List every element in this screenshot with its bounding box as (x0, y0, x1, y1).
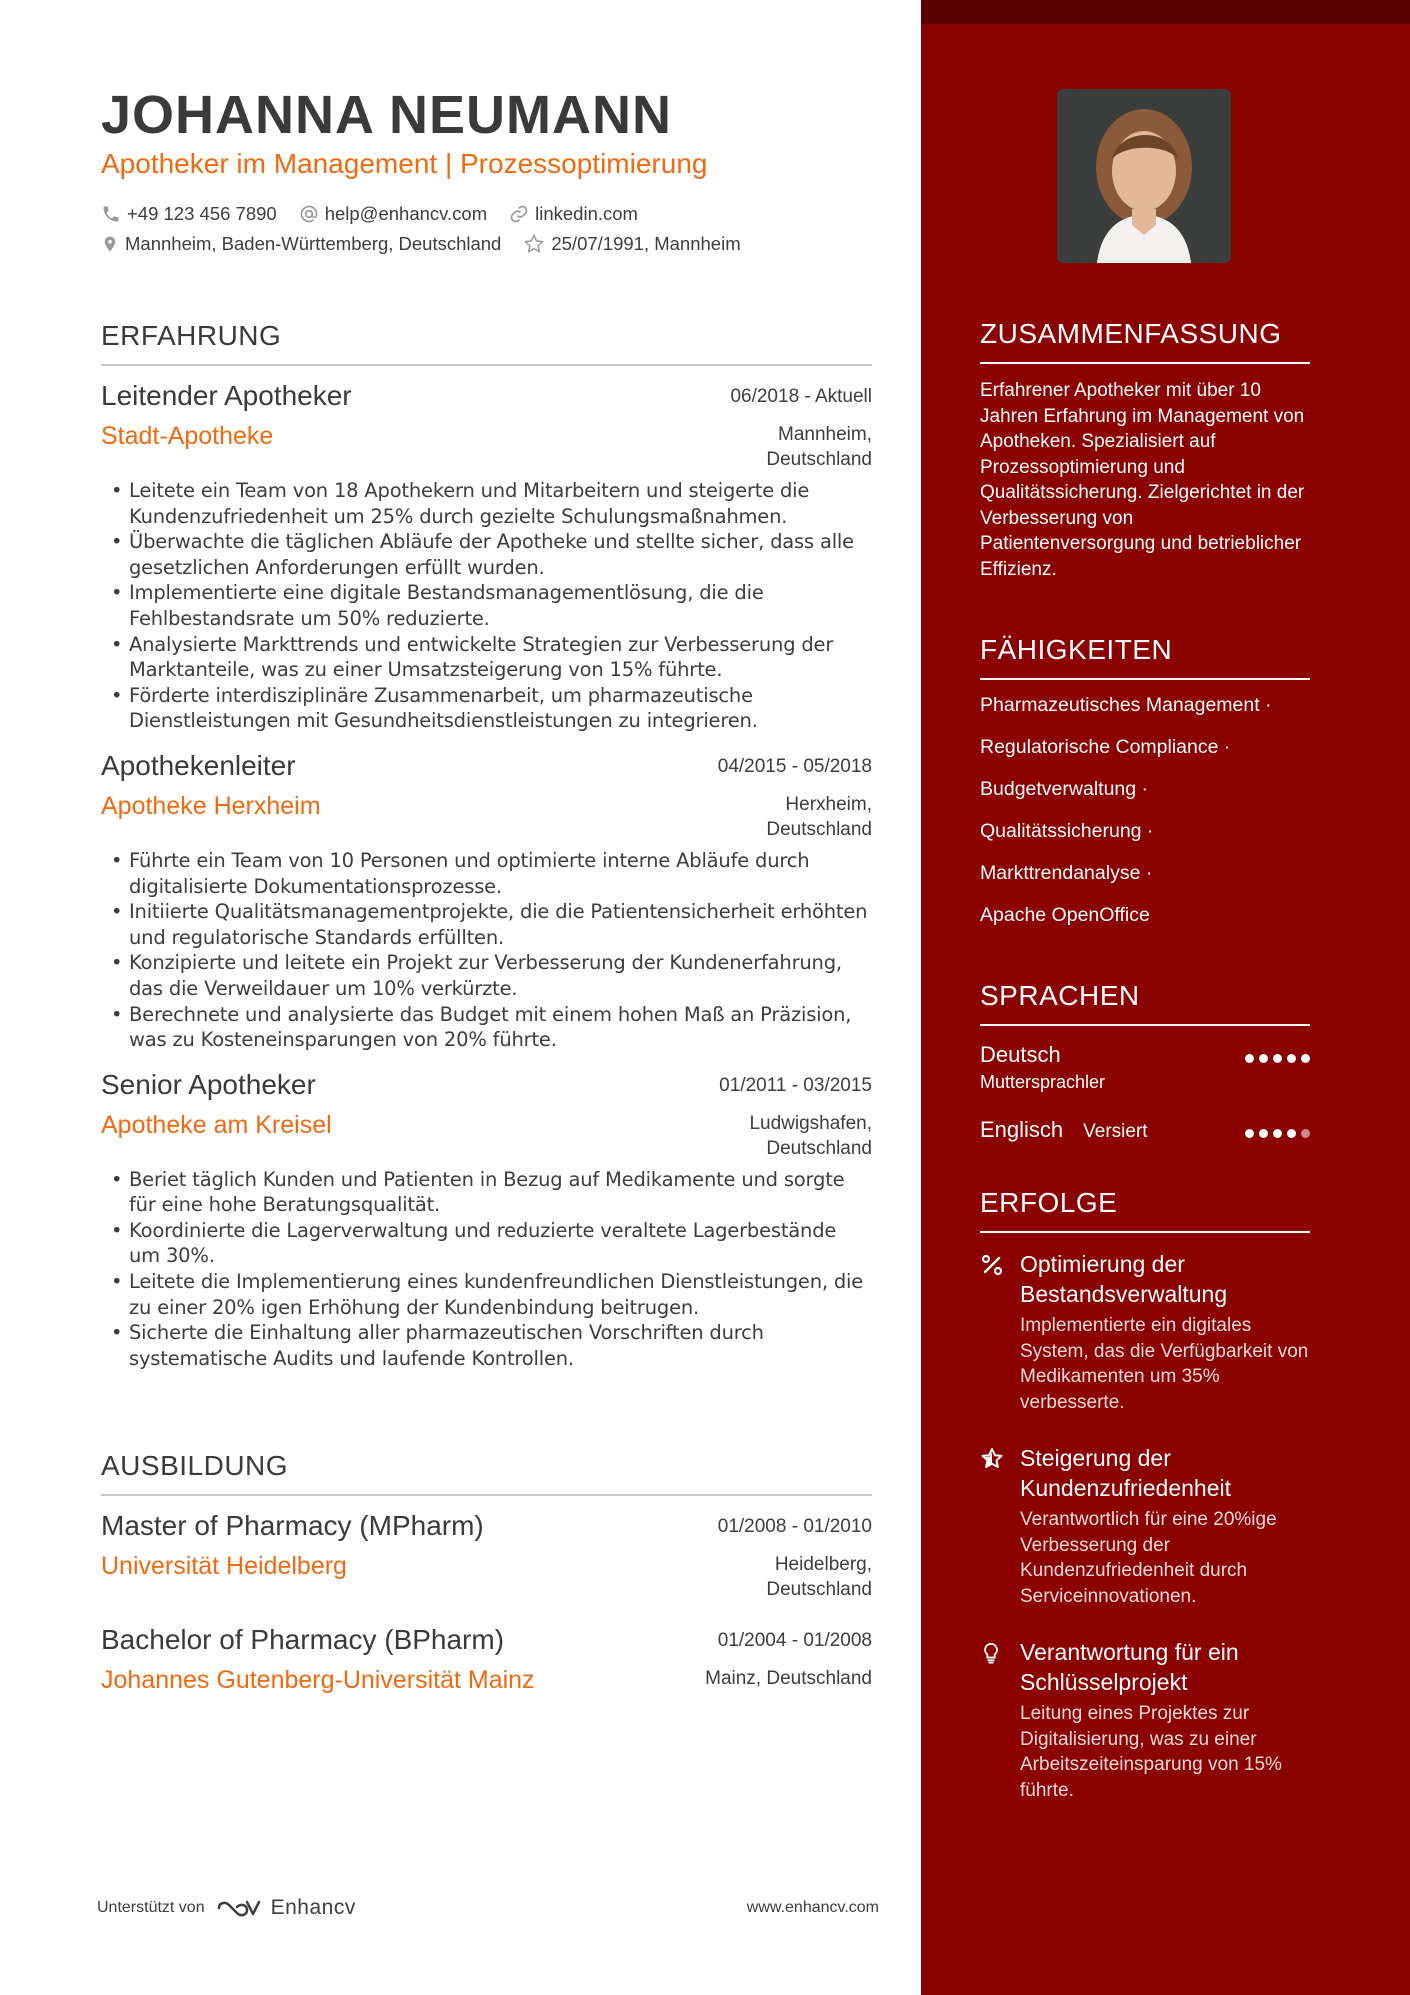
bullet-item: • Koordinierte die Lagerverwaltung und reduzierte veraltete Lagerbestände um 30%. (101, 1218, 872, 1269)
footer-branding (97, 1896, 356, 1920)
linkedin-text: linkedin.com (535, 203, 638, 224)
job-bullets (101, 848, 872, 1053)
job-title: Leitender Apotheker (101, 380, 352, 411)
achievement-title: Verantwortung für ein Schlüsselprojekt (1020, 1639, 1239, 1695)
rating-dot-filled (1259, 1054, 1268, 1063)
summary-title: ZUSAMMENFASSUNG (980, 318, 1310, 364)
birth-contact (523, 233, 740, 255)
job-bullets (101, 1167, 872, 1372)
star-icon (980, 1443, 1020, 1609)
candidate-headline: Apotheker im Management | Prozessoptimierung (101, 148, 708, 179)
bullet-item: • Konzipierte und leitete ein Projekt zur Verbesserung der Kundenerfahrung, das die Verweildauer um 10% verkürzte. (101, 950, 872, 1001)
bullet-item: • Leitete ein Team von 18 Apothekern und Mitarbeitern und steigerte die Kundenzufriedenheit um 25% durch gezielte Schulungsmaßnahmen. (101, 478, 872, 529)
sidebar-top-bar (921, 0, 1410, 24)
candidate-name: JOHANNA NEUMANN (101, 85, 673, 145)
summary-section (980, 318, 1310, 582)
language-rating (1245, 1054, 1310, 1063)
bullet-item: • Berechnete und analysierte das Budget mit einem hohen Maß an Präzision, was zu Kosteneinsparungen von 20% führte. (101, 1002, 872, 1053)
company-name[interactable]: Apotheke am Kreisel (101, 1110, 332, 1139)
bullet-item: • Sicherte die Einhaltung aller pharmazeutischen Vorschriften durch systematische Audits und laufende Kontrollen. (101, 1320, 872, 1371)
bullet-item: • Leitete die Implementierung eines kundenfreundlichen Dienstleistungen, die zu einer 20% igen Erhöhung der Kundenbindung beitrugen. (101, 1269, 872, 1320)
location-pin-icon (101, 234, 119, 254)
achievement-item (980, 1637, 1310, 1803)
summary-text: Erfahrener Apotheker mit über 10 Jahren Erfahrung im Management von Apotheken. Spezialisiert auf Prozessoptimierung und Qualitätssicherung. Zielgerichtet in der Verbesserung von Patientenversorgung und betrieblicher Effizienz. (980, 380, 1305, 580)
language-item (980, 1042, 1310, 1093)
languages-section (980, 980, 1310, 1143)
degree-title: Master of Pharmacy (MPharm) (101, 1510, 484, 1541)
achievement-desc: Verantwortlich für eine 20%ige Verbesserung der Kundenzufriedenheit durch Serviceinnovationen. (1020, 1509, 1277, 1607)
skills-section (980, 634, 1310, 936)
phone-icon (101, 204, 121, 224)
brand-name[interactable]: Enhancv (270, 1896, 356, 1919)
bullet-item: • Initiierte Qualitätsmanagementprojekte, die die Patientensicherheit erhöhten und regulatorische Standards erfüllten. (101, 899, 872, 950)
degree-date: 01/2004 - 01/2008 (717, 1630, 872, 1651)
education-entry (101, 1510, 872, 1602)
powered-by-text: Unterstützt von (97, 1899, 205, 1916)
skill-item: Budgetverwaltung · (980, 778, 1149, 800)
job-location: Herxheim, Deutschland (766, 793, 872, 840)
bullet-item: • Förderte interdisziplinäre Zusammenarbeit, um pharmazeutische Dienstleistungen mit Gesundheitsdienstleistungen zu integrieren. (101, 683, 872, 734)
link-icon (509, 204, 529, 224)
birth-text: 25/07/1991, Mannheim (551, 233, 741, 254)
languages-title: SPRACHEN (980, 980, 1310, 1026)
degree-title: Bachelor of Pharmacy (BPharm) (101, 1624, 505, 1655)
at-icon (299, 204, 319, 224)
achievement-title: Steigerung der Kundenzufriedenheit (1020, 1445, 1231, 1501)
experience-entry (101, 1069, 872, 1372)
company-name[interactable]: Apotheke Herxheim (101, 791, 321, 820)
skills-title: FÄHIGKEITEN (980, 634, 1310, 680)
school-name[interactable]: Johannes Gutenberg-Universität Mainz (101, 1666, 535, 1694)
lightbulb-icon (980, 1637, 1020, 1803)
contact-line-1 (101, 203, 660, 225)
skill-item: Regulatorische Compliance · (980, 736, 1231, 758)
profile-photo (1057, 89, 1231, 263)
job-date: 06/2018 - Aktuell (730, 386, 872, 407)
achievements-section (980, 1187, 1310, 1803)
location-contact (101, 233, 501, 255)
footer (97, 1896, 879, 1920)
percent-icon (980, 1249, 1020, 1415)
rating-dot-filled (1273, 1054, 1282, 1063)
phone-text: +49 123 456 7890 (127, 203, 277, 224)
skill-item: Apache OpenOffice (980, 904, 1150, 926)
rating-dot-filled (1287, 1129, 1296, 1138)
bullet-item: • Beriet täglich Kunden und Patienten in Bezug auf Medikamente und sorgte für eine hohe Beratungsqualität. (101, 1167, 872, 1218)
language-name: Englisch (980, 1117, 1064, 1142)
rating-dot-filled (1301, 1054, 1310, 1063)
job-bullets (101, 478, 872, 734)
job-title: Apothekenleiter (101, 749, 296, 781)
job-title: Senior Apotheker (101, 1068, 316, 1100)
experience-entry (101, 380, 872, 734)
footer-website[interactable]: www.enhancv.com (746, 1899, 879, 1916)
school-name[interactable]: Universität Heidelberg (101, 1552, 347, 1580)
language-level: Muttersprachler (980, 1072, 1106, 1092)
email-contact[interactable] (299, 203, 487, 225)
contact-line-2 (101, 233, 763, 255)
skill-item: Markttrendanalyse · (980, 862, 1153, 884)
education-entry (101, 1624, 872, 1695)
job-location: Ludwigshafen, Deutschland (749, 1112, 872, 1159)
star-outline-icon (523, 233, 545, 255)
achievements-title: ERFOLGE (980, 1187, 1310, 1233)
skill-item: Pharmazeutisches Management · (980, 694, 1272, 716)
language-rating (1245, 1129, 1310, 1138)
job-date: 04/2015 - 05/2018 (717, 755, 872, 777)
sidebar-content (980, 318, 1310, 1855)
language-level: Versiert (1083, 1121, 1148, 1142)
achievement-item (980, 1249, 1310, 1415)
achievement-desc: Implementierte ein digitales System, das die Verfügbarkeit von Medikamenten um 35% verbesserte. (1020, 1315, 1309, 1413)
school-location: Mainz, Deutschland (705, 1668, 872, 1689)
skill-item: Qualitätssicherung · (980, 820, 1154, 842)
sidebar (921, 0, 1410, 1995)
location-text: Mannheim, Baden-Württemberg, Deutschland (125, 233, 502, 254)
achievement-desc: Leitung eines Projektes zur Digitalisierung, was zu einer Arbeitszeiteinsparung von 15% führte. (1020, 1703, 1282, 1801)
rating-dot-empty (1301, 1129, 1310, 1138)
phone-contact[interactable] (101, 203, 277, 225)
school-location: Heidelberg, Deutschland (766, 1554, 872, 1600)
bullet-item: • Implementierte eine digitale Bestandsmanagementlösung, die die Fehlbestandsrate um 50% reduzierte. (101, 580, 872, 631)
job-location: Mannheim, Deutschland (766, 424, 872, 470)
education-title: AUSBILDUNG (101, 1450, 872, 1496)
language-name: Deutsch (980, 1042, 1061, 1067)
rating-dot-filled (1273, 1129, 1282, 1138)
rating-dot-filled (1245, 1129, 1254, 1138)
enhancv-logo-icon (215, 1896, 263, 1920)
rating-dot-filled (1259, 1129, 1268, 1138)
email-text: help@enhancv.com (324, 203, 488, 224)
bullet-item: • Überwachte die täglichen Abläufe der Apotheke und stellte sicher, dass alle gesetzlichen Anforderungen erfüllt wurden. (101, 529, 872, 580)
job-date: 01/2011 - 03/2015 (719, 1074, 872, 1096)
education-section (101, 1450, 872, 1695)
rating-dot-filled (1245, 1054, 1254, 1063)
bullet-item: • Führte ein Team von 10 Personen und optimierte interne Abläufe durch digitalisierte Dokumentationsprozesse. (101, 848, 872, 899)
company-name[interactable]: Stadt-Apotheke (101, 422, 274, 450)
experience-section (101, 320, 872, 1371)
achievement-title: Optimierung der Bestandsverwaltung (1020, 1251, 1228, 1307)
rating-dot-filled (1287, 1054, 1296, 1063)
linkedin-contact[interactable] (509, 203, 638, 225)
experience-entry (101, 750, 872, 1053)
degree-date: 01/2008 - 01/2010 (717, 1516, 872, 1537)
achievement-item (980, 1443, 1310, 1609)
language-item (980, 1117, 1310, 1143)
bullet-item: • Analysierte Markttrends und entwickelte Strategien zur Verbesserung der Marktanteile, was zu einer Umsatzsteigerung von 15% führte. (101, 632, 872, 683)
experience-title: ERFAHRUNG (101, 320, 872, 366)
